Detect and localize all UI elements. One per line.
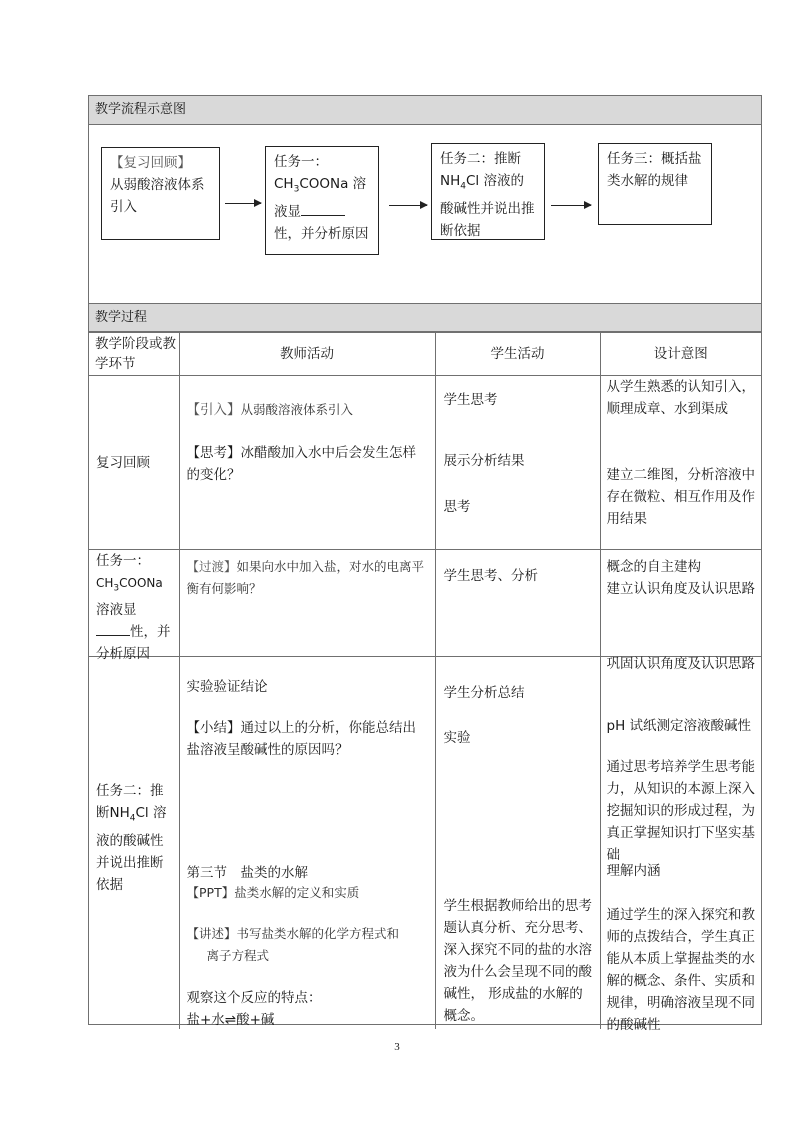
flow-box-task1-line3: 性，并分析原因 bbox=[274, 225, 369, 242]
student-activity: 实验 bbox=[443, 730, 471, 746]
activity-text: 通过以上的分析，你能总结出盐溶液呈酸碱性的原因吗？ bbox=[186, 720, 416, 758]
design-intent: pH 试纸测定溶液酸碱性 bbox=[606, 718, 752, 734]
stage-line: 性，并分析原因 bbox=[96, 624, 171, 663]
design-intent: 通过思考培养学生思考能力，从知识的本源上深入挖掘知识的形成过程，为真正掌握知识打下坚实基础 bbox=[606, 759, 755, 863]
design-intent: 建立二维图，分析溶液中存在微粒、相互作用及作用结果 bbox=[606, 467, 755, 527]
stage-cell: 复习回顾 bbox=[96, 455, 150, 471]
design-intent: 通过学生的深入探究和教师的点拨结合，学生真正能从本质上掌握盐类的水解的概念、条件、实质和规律，明确溶液呈现不同的酸碱性 bbox=[606, 907, 755, 1033]
activity-text: 观察这个反应的特点： bbox=[186, 990, 322, 1006]
design-intent: 建立认识角度及认识思路 bbox=[606, 581, 755, 597]
activity-tag: 【讲述】 bbox=[186, 926, 237, 941]
stage-line: 任务一： bbox=[96, 553, 150, 569]
table-row bbox=[89, 376, 761, 550]
flow-box-task3 bbox=[598, 143, 712, 225]
teacher-activity bbox=[187, 399, 429, 421]
student-activity: 学生根据教师给出的思考题认真分析、充分思考、深入探究不同的盐的水溶液为什么会呈现不同的酸碱性， 形成盐的水解的概念。 bbox=[443, 898, 592, 1024]
process-section-header: 教学过程 bbox=[89, 303, 761, 332]
stage-line: $CH_3COONa$ bbox=[96, 576, 163, 594]
stage-line: 溶液显 bbox=[96, 602, 137, 619]
lesson-plan-sheet bbox=[88, 95, 762, 1033]
design-intent: 巩固认识角度及认识思路 bbox=[606, 656, 755, 672]
student-activity: 学生思考、分析 bbox=[443, 568, 538, 584]
page-number: 3 bbox=[394, 1041, 400, 1053]
flow-box-task1-line1: 任务一： bbox=[274, 154, 328, 170]
table-row bbox=[89, 550, 761, 657]
activity-tag: 【思考】 bbox=[186, 445, 241, 461]
header-intent: 设计意图 bbox=[600, 333, 761, 376]
reaction-equation: 盐+水⇌酸+碱 bbox=[186, 1012, 275, 1028]
arrow-right-icon bbox=[389, 205, 427, 206]
student-activity: 思考 bbox=[443, 499, 471, 515]
activity-tag: 【引入】 bbox=[186, 402, 241, 418]
activity-text: 书写盐类水解的化学方程式和 bbox=[236, 926, 400, 941]
header-student: 学生活动 bbox=[435, 333, 600, 376]
flow-box-task1-line2: $CH_3COONa$ 溶液显 bbox=[274, 176, 367, 220]
flow-box-review bbox=[101, 147, 220, 240]
flow-diagram bbox=[89, 125, 761, 302]
student-activity: 展示分析结果 bbox=[443, 453, 525, 469]
activity-tag: 【小结】 bbox=[186, 720, 241, 736]
arrow-right-icon bbox=[551, 205, 591, 206]
student-activity: 学生分析总结 bbox=[443, 685, 525, 701]
table-header-row bbox=[89, 333, 761, 376]
flow-box-task3-text: 任务三：概括盐类水解的规律 bbox=[607, 151, 702, 189]
activity-text: 如果向水中加入盐，对水的电离平衡有何影响？ bbox=[186, 559, 425, 596]
teacher-activity: 实验验证结论 bbox=[186, 679, 268, 695]
fill-blank bbox=[96, 635, 130, 636]
flow-box-task2 bbox=[431, 143, 545, 240]
design-intent: 理解内涵 bbox=[606, 863, 661, 879]
activity-tag: 【过渡】 bbox=[186, 559, 237, 574]
teacher-activity bbox=[187, 987, 429, 1031]
stage-cell bbox=[96, 550, 175, 665]
fill-blank bbox=[301, 215, 345, 216]
activity-text: 离子方程式 bbox=[206, 948, 270, 963]
student-activity: 学生思考 bbox=[443, 392, 498, 408]
flow-section-header: 教学流程示意图 bbox=[89, 96, 761, 125]
design-intent: 概念的自主建构 bbox=[606, 559, 701, 575]
activity-text: 冰醋酸加入水中后会发生怎样的变化？ bbox=[186, 445, 416, 483]
stage-cell bbox=[96, 780, 175, 896]
flow-box-task1 bbox=[265, 146, 379, 255]
teacher-activity bbox=[187, 882, 429, 904]
activity-text: 从弱酸溶液体系引入 bbox=[240, 402, 354, 417]
table-row bbox=[89, 657, 761, 1030]
flow-box-review-text: 从弱酸溶液体系引入 bbox=[110, 177, 205, 215]
teacher-activity bbox=[187, 717, 429, 761]
teaching-process-table bbox=[89, 332, 761, 1033]
teacher-activity bbox=[187, 923, 429, 967]
teacher-activity bbox=[187, 556, 429, 600]
activity-tag: 【PPT】 bbox=[186, 885, 235, 900]
header-stage: 教学阶段或教学环节 bbox=[89, 333, 179, 376]
flow-box-review-tag: 【复习回顾】 bbox=[110, 155, 191, 171]
flow-box-task2-text: 任务二：推断$NH_4Cl$ 溶液的酸碱性并说出推断依据 bbox=[440, 151, 535, 239]
header-teacher: 教师活动 bbox=[179, 333, 435, 376]
teacher-activity bbox=[187, 442, 429, 486]
activity-text: 盐类水解的定义和实质 bbox=[234, 885, 360, 900]
stage-text: 任务二：推断$NH_4Cl$ 溶液的酸碱性并说出推断依据 bbox=[96, 783, 167, 893]
design-intent: 从学生熟悉的认知引入，顺理成章、水到渠成 bbox=[606, 379, 755, 417]
section-heading: 第三节 盐类的水解 bbox=[186, 865, 308, 881]
arrow-right-icon bbox=[225, 203, 261, 204]
